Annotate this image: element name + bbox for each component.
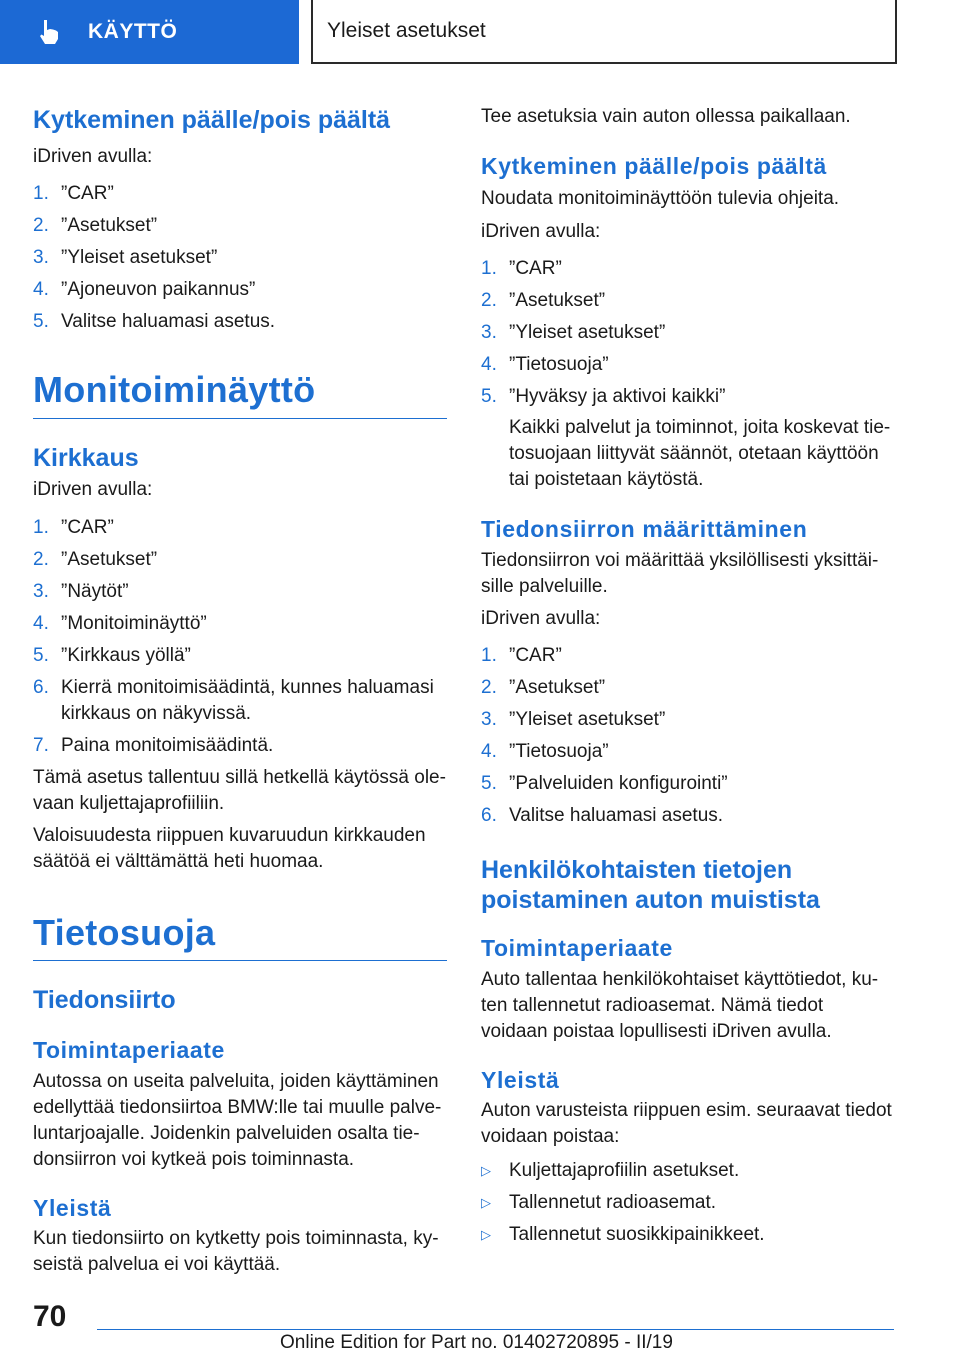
heading-tiedonsiirron-maarittaminen: Tiedonsiirron määrittäminen (481, 515, 808, 542)
list-item: 2. ”Asetukset” (33, 215, 158, 236)
chapter-label: KÄYTTÖ (88, 20, 178, 43)
list-item: ▷ Tallennetut radioasemat. (481, 1190, 895, 1216)
triangle-bullet-icon: ▷ (481, 1227, 491, 1243)
list-item: ▷ Kuljettajaprofiilin asetukset. (481, 1158, 895, 1184)
paragraph: iDriven avulla: (481, 608, 601, 630)
list-item: 3. ”Yleiset asetukset” (481, 321, 666, 343)
heading-line: poistaminen auton muistista (481, 886, 820, 915)
heading-yleista: Yleistä (33, 1194, 112, 1221)
paragraph: Tiedonsiirron voi määrittää yksilöllisesti yksittäi-sille palveluille. (481, 550, 879, 598)
bullet-list (481, 1158, 895, 1248)
paragraph: Kun tiedonsiirto on kytketty pois toiminnasta, ky-seistä palvelua ei voi käyttää. (33, 1228, 439, 1276)
section-title: Yleiset asetukset (327, 19, 486, 42)
left-column (33, 100, 447, 1278)
step-note: Kaikki palvelut ja toiminnot, joita koskevat tie-tosuojaan liittyvät säännöt, otetaan käyttöön tai poistetaan käytöstä. (509, 416, 891, 490)
paragraph: Auton varusteista riippuen esim. seuraavat tiedot voidaan poistaa: (481, 1100, 892, 1148)
paragraph: iDriven avulla: (33, 478, 153, 500)
list-item: 4. ”Ajoneuvon paikannus” (33, 279, 256, 300)
heading-kytkeminen: Kytkeminen päälle/pois päältä (481, 153, 827, 179)
edition-note: Online Edition for Part no. 01402720895 - II/19 (280, 1332, 673, 1353)
heading-monitoiminaytto: Monitoiminäyttö (33, 370, 447, 419)
heading-yleista: Yleistä (481, 1066, 560, 1093)
heading-toimintaperiaate: Toimintaperiaate (481, 935, 673, 962)
page-number: 70 (33, 1300, 67, 1333)
paragraph: Tämä asetus tallentuu sillä hetkellä käytössä ole-vaan kuljettajaprofiiliin. (33, 766, 446, 814)
list-item: 1. ”CAR” (481, 257, 562, 279)
steps-list (33, 181, 447, 335)
footer-divider (97, 1329, 894, 1330)
paragraph: iDriven avulla: (33, 146, 153, 167)
chapter-tab (0, 0, 299, 64)
list-item: 4. ”Tietosuoja” (481, 741, 609, 763)
list-item: 7. Paina monitoimisäädintä. (33, 734, 274, 756)
list-item: 5. ”Kirkkaus yöllä” (33, 644, 191, 666)
steps-list (481, 256, 895, 410)
section-title-box (311, 0, 897, 64)
list-item: 4. ”Tietosuoja” (481, 353, 609, 375)
paragraph: Auto tallentaa henkilökohtaiset käyttötiedot, ku-ten tallennetut radioasemat. Nämä tiedot voidaan poistaa lopullisesti iDriven avulla. (481, 968, 879, 1042)
triangle-bullet-icon: ▷ (481, 1195, 491, 1211)
triangle-bullet-icon: ▷ (481, 1163, 491, 1179)
list-item: 6. Valitse haluamasi asetus. (481, 805, 724, 827)
right-column (481, 100, 895, 1248)
list-item: 1. ”CAR” (33, 516, 114, 538)
steps-list (33, 515, 447, 759)
list-item: 2. ”Asetukset” (33, 548, 158, 570)
paragraph: iDriven avulla: (481, 220, 601, 242)
heading-line: Henkilökohtaisten tietojen (481, 856, 793, 885)
list-item: ▷ Tallennetut suosikkipainikkeet. (481, 1222, 895, 1248)
hand-pointer-icon (30, 13, 68, 51)
paragraph: Valoisuudesta riippuen kuvaruudun kirkkauden säätöä ei välttämättä heti huomaa. (33, 824, 426, 872)
list-item: 5. ”Palveluiden konfigurointi” (481, 773, 728, 795)
heading-kytkeminen: Kytkeminen päälle/pois päältä (33, 106, 391, 134)
list-item: 6. Kierrä monitoimisäädintä, kunnes haluamasi kirkkaus on näkyvissä. (33, 676, 434, 724)
list-item: 1. ”CAR” (481, 645, 562, 667)
heading-tietosuoja: Tietosuoja (33, 913, 447, 962)
list-item: 2. ”Asetukset” (481, 289, 606, 311)
list-item: 3. ”Yleiset asetukset” (481, 709, 666, 731)
list-item: 5. ”Hyväksy ja aktivoi kaikki” (481, 385, 726, 407)
steps-list (481, 643, 895, 829)
paragraph: Tee asetuksia vain auton ollessa paikallaan. (481, 106, 851, 127)
list-item: 2. ”Asetukset” (481, 677, 606, 699)
heading-tiedonsiirto: Tiedonsiirto (33, 986, 176, 1015)
heading-henkilokohtaisten-tietojen (481, 855, 895, 915)
paragraph: Noudata monitoiminäyttöön tulevia ohjeita. (481, 187, 840, 209)
paragraph: Autossa on useita palveluita, joiden käyttäminen edellyttää tiedonsiirtoa BMW:lle tai muulle palve-luntarjoajalle. Joidenkin palveluiden osalta tie-donsiirron voi kytkeä pois toiminnasta. (33, 1070, 442, 1170)
heading-toimintaperiaate: Toimintaperiaate (33, 1037, 225, 1064)
heading-kirkkaus: Kirkkaus (33, 443, 139, 472)
list-item: 4. ”Monitoiminäyttö” (33, 612, 207, 634)
list-item: 3. ”Yleiset asetukset” (33, 247, 218, 268)
list-item: 3. ”Näytöt” (33, 580, 129, 602)
list-item: 1. ”CAR” (33, 183, 114, 204)
list-item: 5. Valitse haluamasi asetus. (33, 311, 276, 332)
